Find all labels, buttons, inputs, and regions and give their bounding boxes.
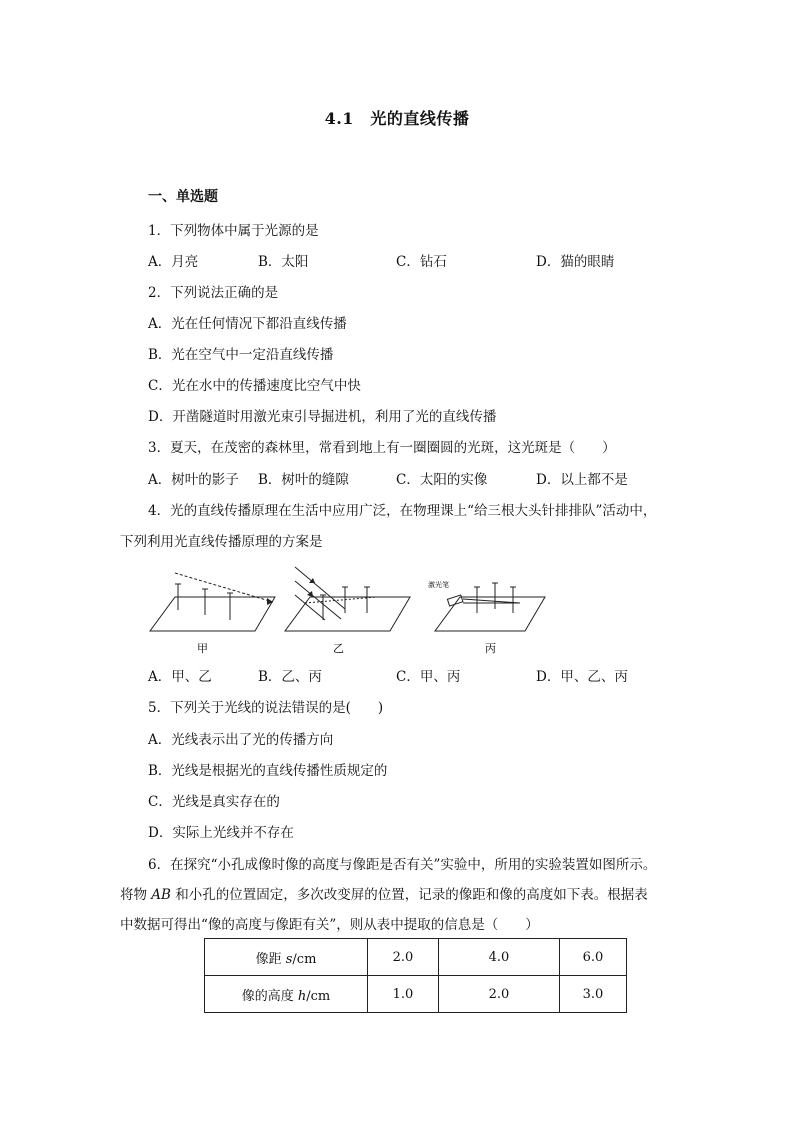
pin-alignment-figure [145, 565, 555, 660]
question-6-stem-line-2 [120, 883, 648, 903]
section-heading: 一、单选题 [148, 189, 218, 205]
table-cell: 2.0 [439, 976, 560, 1013]
option-c: C．钻石 [396, 254, 447, 270]
option-b: B．太阳 [258, 254, 309, 270]
question-3-stem: 3．夏天，在茂密的森林里，常看到地上有一圈圈圆的光斑，这光斑是（ ） [148, 440, 616, 456]
table-cell: 1.0 [368, 976, 439, 1013]
option-c: C．光在水中的传播速度比空气中快 [148, 378, 361, 394]
row-header [205, 939, 368, 976]
option-a: A．光在任何情况下都沿直线传播 [148, 316, 347, 332]
figure-yi [285, 567, 410, 655]
question-3-options [148, 468, 688, 488]
question-6-stem-line-3: 中数据可得出“像的高度与像距有关”，则从表中提取的信息是（ ） [120, 917, 539, 933]
question-5-stem: 5．下列关于光线的说法错误的是( ) [148, 700, 384, 716]
option-a: A．光线表示出了光的传播方向 [148, 732, 334, 748]
question-4-options [148, 665, 688, 685]
figure-bing [428, 580, 545, 655]
option-b: B．乙、丙 [258, 669, 322, 685]
figure-label-yi: 乙 [333, 642, 344, 655]
variable-symbol: h [297, 988, 307, 1004]
laser-pen-label: 激光笔 [428, 581, 449, 589]
option-d: D．猫的眼睛 [536, 254, 615, 270]
option-d: D．甲、乙、丙 [536, 669, 628, 685]
question-2-stem: 2．下列说法正确的是 [148, 285, 279, 301]
option-b: B．光线是根据光的直线传播性质规定的 [148, 763, 388, 779]
question-4-stem-line-1: 4．光的直线传播原理在生活中应用广泛，在物理课上“给三根大头针排排队”活动中， [148, 503, 657, 519]
option-c: C．太阳的实像 [396, 472, 488, 488]
table-cell: 3.0 [560, 976, 627, 1013]
unit-text: /cm [306, 988, 331, 1004]
option-a: A．树叶的影子 [148, 472, 239, 488]
table-cell: 4.0 [439, 939, 560, 976]
table-row [205, 939, 627, 976]
option-d: D．以上都不是 [536, 472, 628, 488]
option-c: C．甲、丙 [396, 669, 461, 685]
option-a: A．月亮 [148, 254, 199, 270]
question-4-stem-line-2: 下列利用光直线传播原理的方案是 [120, 534, 323, 550]
option-b: B．树叶的缝隙 [258, 472, 349, 488]
option-d: D．开凿隧道时用激光束引导掘进机，利用了光的直线传播 [148, 409, 497, 425]
label-text: 像的高度 [241, 988, 298, 1004]
stem-text: 将物 [120, 887, 152, 903]
page-title: 4.1 光的直线传播 [324, 109, 470, 128]
row-header [205, 976, 368, 1013]
option-c: C．光线是真实存在的 [148, 794, 280, 810]
option-d: D．实际上光线并不存在 [148, 825, 294, 841]
variable-symbol: s [285, 951, 293, 967]
figure-label-bing: 丙 [485, 642, 496, 655]
unit-text: /cm [292, 951, 317, 967]
table-cell: 2.0 [368, 939, 439, 976]
question-1-options [148, 250, 688, 270]
figure-jia [150, 573, 275, 655]
data-table [204, 938, 627, 1013]
label-text: 像距 [255, 951, 286, 967]
stem-text: 和小孔的位置固定，多次改变屏的位置，记录的像距和像的高度如下表。根据表 [170, 887, 648, 903]
option-b: B．光在空气中一定沿直线传播 [148, 347, 334, 363]
table-row [205, 976, 627, 1013]
question-1-stem: 1．下列物体中属于光源的是 [148, 223, 319, 239]
question-6-stem-line-1: 6．在探究“小孔成像时像的高度与像距是否有关”实验中，所用的实验装置如图所示。 [148, 857, 657, 873]
figure-label-jia: 甲 [197, 642, 208, 655]
object-ab-label: AB [151, 887, 171, 903]
option-a: A．甲、乙 [148, 669, 212, 685]
table-cell: 6.0 [560, 939, 627, 976]
